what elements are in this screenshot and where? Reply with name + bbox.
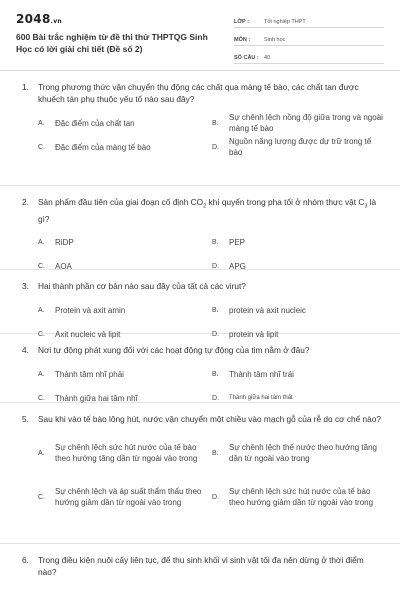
- site-logo[interactable]: 2048.vn: [16, 12, 62, 26]
- option-d[interactable]: D. Nguồn năng lượng được dự trữ trong tế bào: [212, 137, 372, 157]
- meta-value: Sinh học: [264, 37, 286, 43]
- meta-row-count: [234, 50, 384, 64]
- option-b[interactable]: B. Sự chênh lệch thế nước theo hướng tăng dần từ ngoài vào trong: [212, 443, 377, 463]
- question-5: [0, 403, 400, 544]
- answer-options: [38, 431, 384, 519]
- document-title: 600 Bài trắc nghiệm từ đề thi thử THPTQG Sinh Học có lời giải chi tiết (Đề số 2): [16, 32, 208, 54]
- document-meta: [234, 14, 384, 70]
- option-b[interactable]: B. protein và axit nucleic: [212, 305, 306, 315]
- option-c[interactable]: C. AOA: [38, 262, 72, 272]
- question-number: 3.: [22, 281, 29, 291]
- option-a[interactable]: A. Thành tâm nhĩ phải: [38, 369, 124, 379]
- answer-options: [38, 111, 384, 159]
- option-d[interactable]: D. Thành giữa hai tâm thất: [212, 394, 293, 402]
- document-header: [16, 0, 384, 70]
- option-a[interactable]: A. RiDP: [38, 238, 74, 248]
- brand-block: [16, 12, 221, 70]
- question-2: [0, 186, 400, 270]
- option-a[interactable]: A. Protein và axit amin: [38, 305, 126, 315]
- question-number: 6.: [22, 555, 29, 565]
- meta-key: LỚP :: [234, 19, 249, 25]
- meta-key: SỐ CÂU :: [234, 55, 259, 61]
- meta-key: MÔN :: [234, 37, 251, 43]
- question-number: 1.: [22, 82, 29, 92]
- meta-row-class: [234, 14, 384, 28]
- question-text: Trong phương thức vận chuyển thụ động các chất qua màng tế bào, các chất tan được khuếch tán phụ thuộc yếu tố nào sau đây?: [38, 82, 359, 104]
- question-text: Trong điều kiện nuôi cấy liên tục, để thu sinh khối vi sinh vật tối đa nên dừng ở thời điểm nào?: [38, 555, 364, 577]
- option-b[interactable]: B. Thành tâm nhĩ trái: [212, 369, 294, 379]
- option-d[interactable]: D. APG: [212, 262, 246, 272]
- question-number: 5.: [22, 414, 29, 424]
- option-a[interactable]: A. Đặc điểm của chất tan: [38, 118, 135, 128]
- option-d[interactable]: D. protein và lipit: [212, 329, 279, 339]
- question-text: Nơi tự động phát xung đối với các hoạt động tự động của tim nằm ở đâu?: [38, 345, 310, 355]
- meta-value: Tốt nghiệp THPT: [264, 19, 306, 25]
- question-text: Hai thành phần cơ bản nào sau đây của tất cả các virut?: [38, 281, 246, 291]
- question-text: Sau khi vào tế bào lông hút, nước vận chuyển một chiều vào mạch gỗ của rễ do cơ chế nào?: [38, 414, 381, 424]
- question-3: [0, 270, 400, 339]
- option-d[interactable]: D. Sự chênh lệch sức hút nước của tế bào theo hướng giảm dần từ ngoài vào trong: [212, 487, 374, 507]
- option-c[interactable]: C. Sự chênh lệch và áp suất thẩm thấu theo hướng giảm dần từ ngoài vào trong: [38, 487, 202, 507]
- question-number: 2.: [22, 197, 29, 207]
- question-6: [0, 544, 400, 584]
- question-text: Sản phẩm đầu tiên của giai đoạn cố định $CO_2$ khí quyển trong pha tối ở nhóm thực vật $C_3$ là gì?: [38, 197, 377, 224]
- meta-value: 40: [264, 55, 271, 61]
- meta-row-subject: [234, 32, 384, 46]
- option-b[interactable]: B. Sự chênh lệch nồng độ giữa trong và ngoài màng tế bào: [212, 113, 383, 133]
- option-c[interactable]: C. Axit nucleic và lipit: [38, 329, 121, 339]
- question-4: [0, 334, 400, 403]
- option-c[interactable]: C. Thành giữa hai tâm nhĩ: [38, 393, 138, 403]
- question-number: 4.: [22, 345, 29, 355]
- option-b[interactable]: B. PEP: [212, 238, 246, 248]
- option-c[interactable]: C. Đặc điểm của màng tế bào: [38, 142, 151, 152]
- option-a[interactable]: A. Sự chênh lệch sức hút nước của tế bào theo hướng tăng dần từ ngoài vào trong: [38, 443, 198, 463]
- question-1: [0, 71, 400, 186]
